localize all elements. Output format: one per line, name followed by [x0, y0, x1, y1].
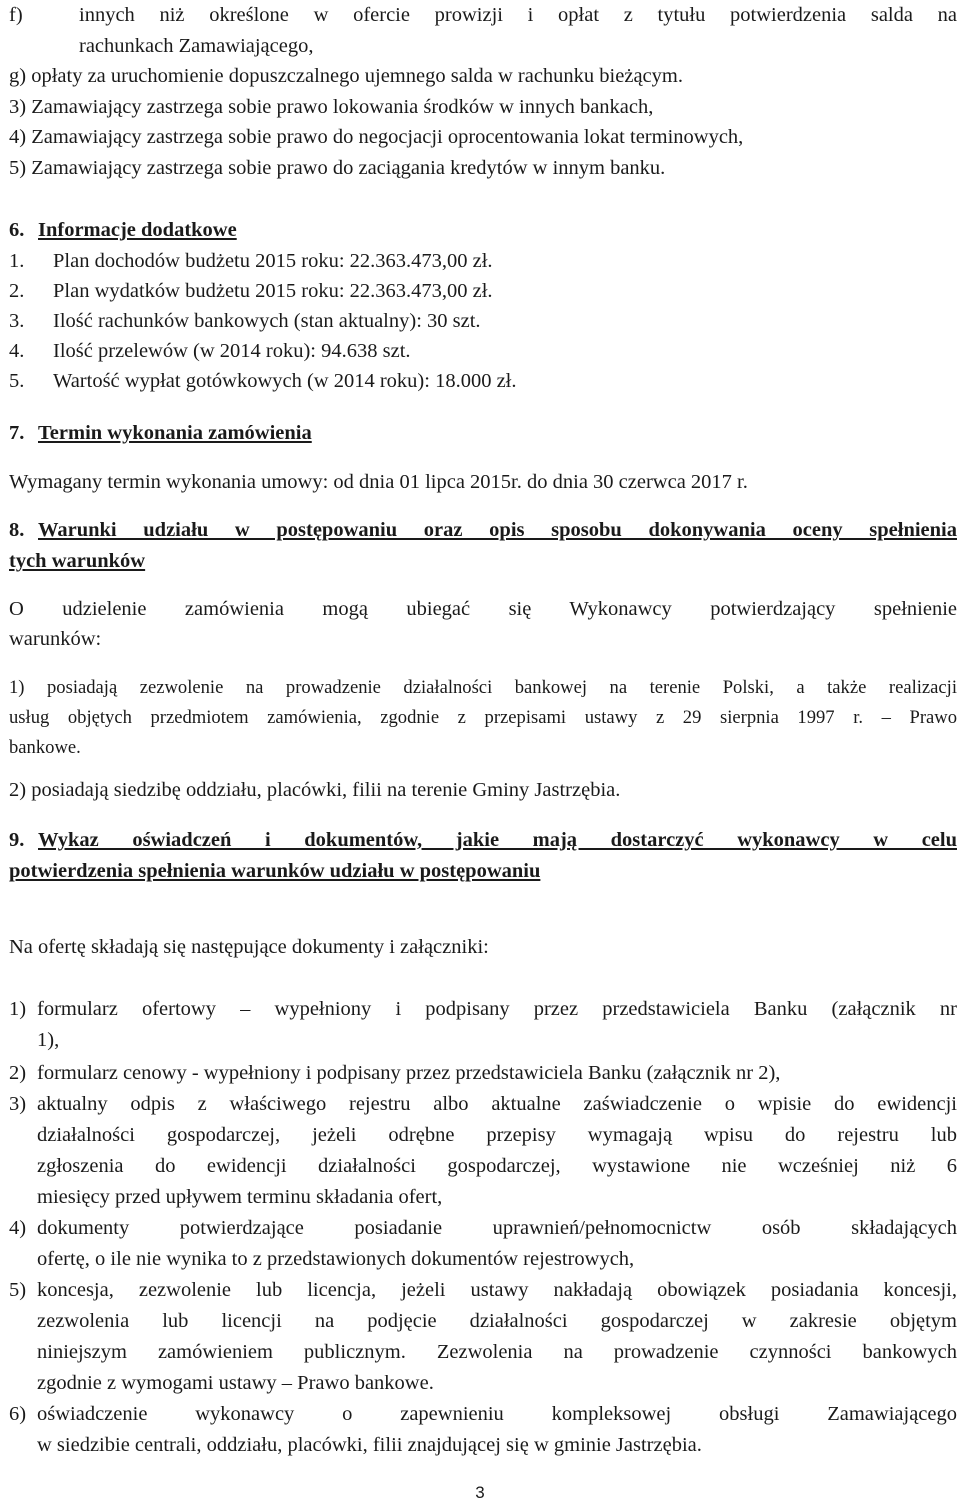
list-item: aktualny odpis z właściwego rejestru albo aktualne zaświadczenie o wpisie do ewidencji: [37, 1093, 957, 1115]
list-item: Ilość przelewów (w 2014 roku): 94.638 szt.: [53, 340, 411, 362]
condition-text: 1) posiadają zezwolenie na prowadzenie działalności bankowej na terenie Polski, a także realizacji: [9, 677, 957, 698]
section-9-intro: Na ofertę składają się następujące dokumenty i załączniki:: [9, 936, 489, 958]
list-item: formularz ofertowy – wypełniony i podpisany przez przedstawiciela Banku (załącznik nr: [37, 998, 957, 1020]
list-item: oświadczenie wykonawcy o zapewnieniu kompleksowej obsługi Zamawiającego: [37, 1403, 957, 1425]
list-text: rachunkach Zamawiającego,: [79, 35, 314, 57]
section-number: 9.: [9, 829, 25, 851]
section-number: 8.: [9, 519, 25, 541]
section-8-intro-cont: warunków:: [9, 628, 102, 650]
list-marker: 1): [9, 998, 27, 1020]
section-number: 6.: [9, 219, 25, 241]
list-item-cont: zezwolenia lub licencji na podjęcie działalności gospodarczej w zakresie objętym: [37, 1310, 957, 1332]
list-item: Wartość wypłat gotówkowych (w 2014 roku): 18.000 zł.: [53, 370, 517, 392]
list-item-cont: zgodnie z wymogami ustawy – Prawo bankowe.: [37, 1372, 434, 1394]
list-item-cont: zgłoszenia do ewidencji działalności gospodarczej, wystawione nie wcześniej niż 6: [37, 1155, 957, 1177]
list-item: koncesja, zezwolenie lub licencja, jeżeli ustawy nakładają obowiązek posiadania koncesji,: [37, 1279, 957, 1301]
list-item: formularz cenowy - wypełniony i podpisany przez przedstawiciela Banku (załącznik nr 2),: [37, 1062, 781, 1084]
section-title: Informacje dodatkowe: [38, 219, 237, 241]
list-item-cont: działalności gospodarczej, jeżeli odrębne przepisy wymagają wpisu do rejestru lub: [37, 1124, 957, 1146]
list-marker: 2.: [9, 280, 25, 302]
list-marker: 6): [9, 1403, 27, 1425]
list-item-3: 3) Zamawiający zastrzega sobie prawo lokowania środków w innych bankach,: [9, 96, 654, 118]
section-8-intro: O udzielenie zamówienia mogą ubiegać się Wykonawcy potwierdzający spełnienie: [9, 598, 957, 620]
condition-text: usług objętych przedmiotem zamówienia, zgodnie z przepisami ustawy z 29 sierpnia 1997 r. – Prawo: [9, 707, 957, 728]
list-item-cont: niniejszym zamówieniem publicznym. Zezwolenia na prowadzenie czynności bankowych: [37, 1341, 957, 1363]
list-item-5: 5) Zamawiający zastrzega sobie prawo do zaciągania kredytów w innym banku.: [9, 157, 666, 179]
section-title-cont: tych warunków: [9, 550, 146, 572]
list-item-cont: miesięcy przed upływem terminu składania ofert,: [37, 1186, 443, 1208]
section-title: Wykaz oświadczeń i dokumentów, jakie mają dostarczyć wykonawcy w celu: [38, 829, 957, 851]
section-title-cont: potwierdzenia spełnienia warunków udziału w postępowaniu: [9, 860, 541, 882]
list-marker: f): [9, 4, 23, 26]
section-title: Warunki udziału w postępowaniu oraz opis sposobu dokonywania oceny spełnienia: [38, 519, 957, 541]
list-text: innych niż określone w ofercie prowizji i opłat z tytułu potwierdzenia salda na: [79, 4, 957, 26]
list-marker: 3.: [9, 310, 25, 332]
list-marker: 5.: [9, 370, 25, 392]
list-item-cont: ofertę, o ile nie wynika to z przedstawionych dokumentów rejestrowych,: [37, 1248, 635, 1270]
list-marker: 4): [9, 1217, 27, 1239]
list-item: Ilość rachunków bankowych (stan aktualny): 30 szt.: [53, 310, 481, 332]
list-item-g: g) opłaty za uruchomienie dopuszczalnego ujemnego salda w rachunku bieżącym.: [9, 65, 683, 87]
list-marker: 2): [9, 1062, 27, 1084]
condition-2: 2) posiadają siedzibę oddziału, placówki, filii na terenie Gminy Jastrzębia.: [9, 779, 621, 801]
list-item: Plan wydatków budżetu 2015 roku: 22.363.473,00 zł.: [53, 280, 493, 302]
list-marker: 1.: [9, 250, 25, 272]
list-item-4: 4) Zamawiający zastrzega sobie prawo do negocjacji oprocentowania lokat terminowych,: [9, 126, 744, 148]
section-number: 7.: [9, 422, 25, 444]
section-title: Termin wykonania zamówienia: [38, 422, 312, 444]
list-marker: 4.: [9, 340, 25, 362]
list-item: dokumenty potwierdzające posiadanie uprawnień/pełnomocnictw osób składających: [37, 1217, 957, 1239]
list-item: Plan dochodów budżetu 2015 roku: 22.363.473,00 zł.: [53, 250, 493, 272]
section-7-body: Wymagany termin wykonania umowy: od dnia 01 lipca 2015r. do dnia 30 czerwca 2017 r.: [9, 471, 748, 493]
condition-text: bankowe.: [9, 737, 81, 758]
list-marker: 3): [9, 1093, 27, 1115]
page-number: 3: [475, 1483, 485, 1502]
list-item-cont: w siedzibie centrali, oddziału, placówki, filii znajdującej się w gminie Jastrzębia.: [37, 1434, 702, 1456]
list-marker: 5): [9, 1279, 27, 1301]
list-item-cont: 1),: [37, 1029, 60, 1051]
